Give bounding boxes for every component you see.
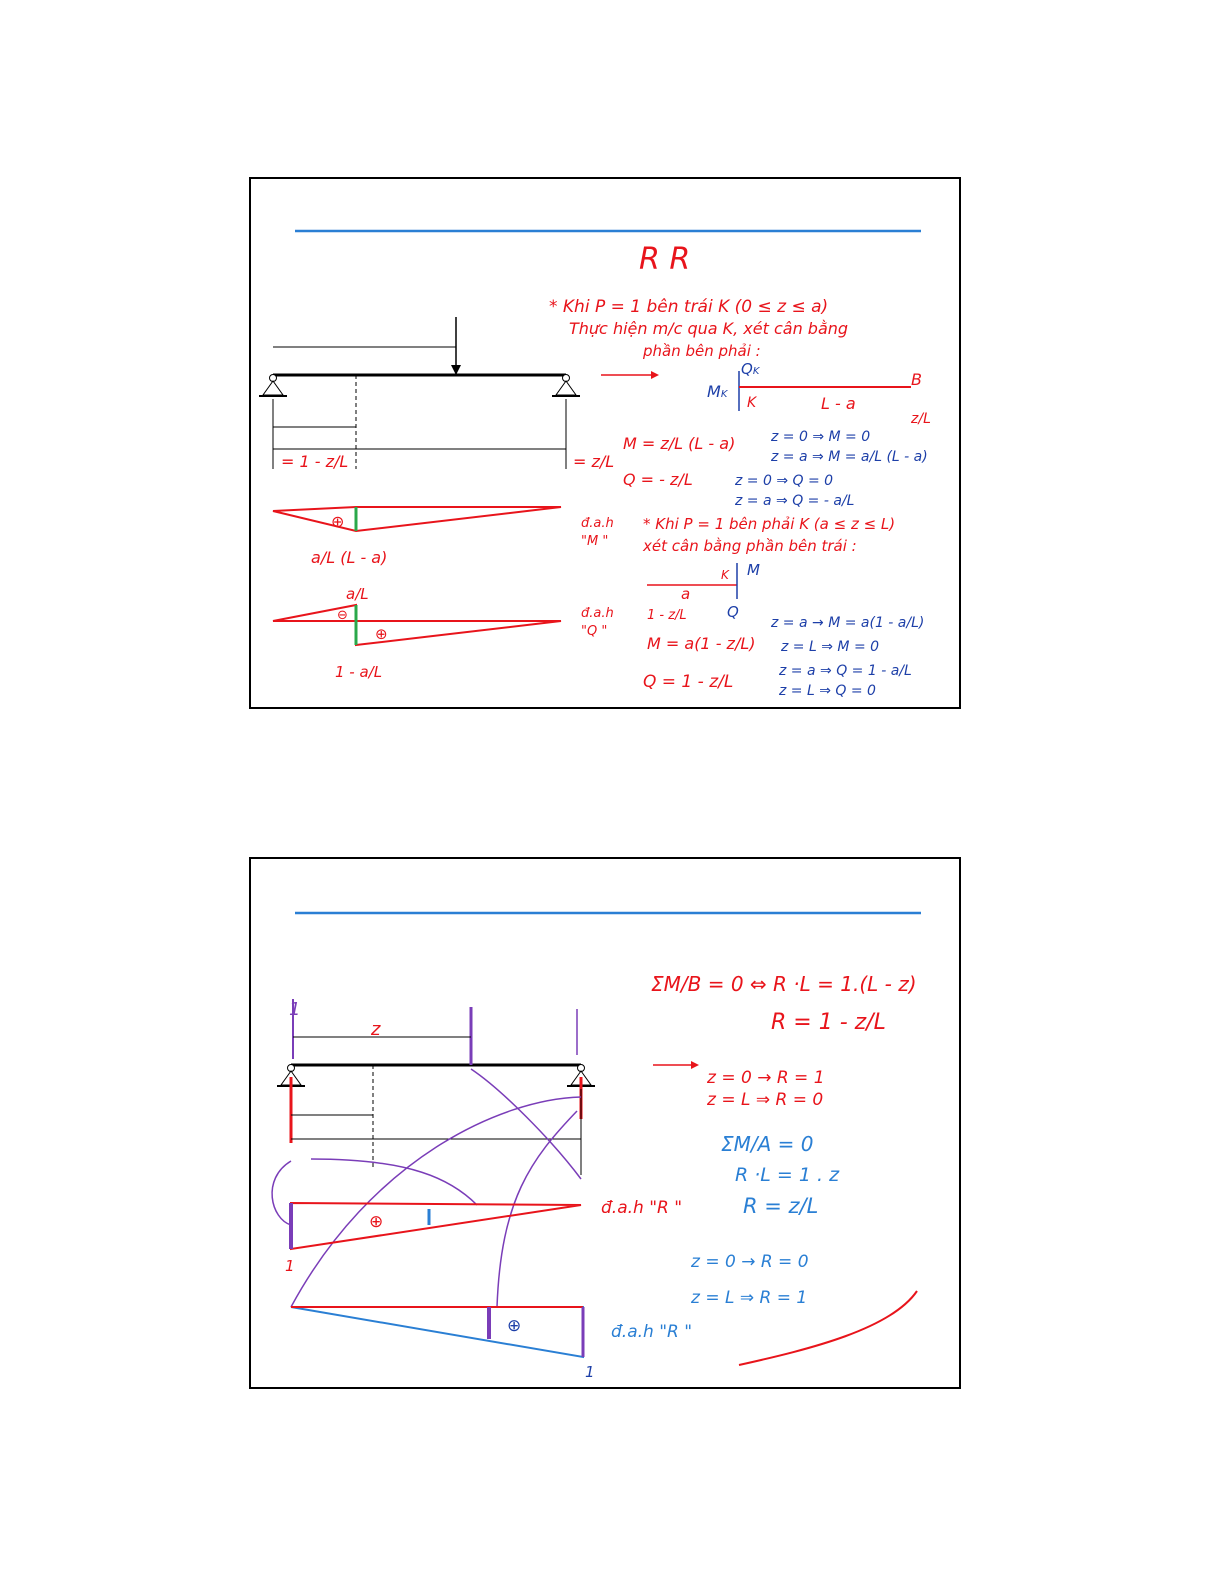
support-a: [263, 381, 283, 395]
arrow-to-fbd-head: [651, 371, 659, 379]
mk2-case-1: z = a → M = a(1 - a/L): [771, 615, 925, 631]
slide-influence-lines-reactions: [249, 857, 961, 1389]
fbd-left-reaction: 1 - z/L: [647, 608, 687, 623]
fbd-reaction: z/L: [911, 411, 931, 427]
mk2-equation: M = a(1 - z/L): [647, 634, 756, 653]
case-right-line-2: xét cân bằng phần bên trái :: [643, 537, 857, 555]
right-reaction-value: = z/L: [573, 452, 615, 471]
qk2-case-2: z = L ⇒ Q = 0: [779, 683, 876, 699]
equations-rb: [690, 1132, 917, 1365]
mk-case-2: z = a ⇒ M = a/L (L - a): [771, 449, 928, 465]
mk-equation: M = z/L (L - a): [623, 434, 736, 453]
beam-diagram: [259, 317, 614, 471]
equations-case-right: [643, 615, 924, 699]
influence-line-mk: [273, 507, 614, 567]
rb-diagram-label: đ.a.h "R ": [611, 1322, 693, 1342]
left-reaction-value: = 1 - z/L: [281, 452, 349, 471]
z-label: z: [371, 1019, 381, 1040]
curve-1: [272, 1161, 291, 1225]
fbd-left-mk: M: [747, 561, 760, 579]
qk-plus-sign: ⊕: [375, 625, 388, 643]
fbd-length: L - a: [821, 394, 856, 413]
ra-one: 1: [285, 1257, 295, 1275]
annotation-curves: [272, 1069, 581, 1307]
fbd-left-k: K: [721, 568, 729, 582]
qk-case-2: z = a ⇒ Q = - a/L: [735, 493, 855, 509]
reactions-label: R R: [639, 242, 691, 277]
ra-diagram-outline: [291, 1203, 581, 1249]
fbd-mk: MK: [707, 382, 728, 401]
influence-line-ra: [285, 1198, 682, 1275]
qk2-equation: Q = 1 - z/L: [643, 672, 734, 692]
rb-plus-sign: ⊕: [507, 1316, 522, 1336]
rb-diagram-outline: [291, 1307, 583, 1357]
influence-line-qk: [273, 585, 614, 681]
mk-diagram-label-1: đ.a.h: [581, 516, 614, 531]
mk-plus-sign: ⊕: [331, 512, 345, 531]
qk-equation: Q = - z/L: [623, 470, 693, 489]
case-right-line-1: * Khi P = 1 bên phải K (a ≤ z ≤ L): [643, 515, 896, 533]
qk-top-value: a/L: [346, 585, 369, 603]
qk-diagram-value: 1 - a/L: [335, 663, 383, 681]
mk-diagram-outline: [273, 507, 561, 531]
fbd-left-qk: Q: [727, 603, 739, 621]
fbd-b-label: B: [911, 370, 922, 389]
rb-case-2: z = L ⇒ R = 1: [691, 1288, 808, 1308]
mk-case-1: z = 0 ⇒ M = 0: [771, 429, 871, 445]
qk-diagram-label-1: đ.a.h: [581, 606, 614, 621]
curve-4: [497, 1111, 577, 1307]
mk-diagram-value: a/L (L - a): [311, 548, 388, 567]
fbd-qk: QK: [741, 360, 760, 378]
rb-case-1: z = 0 → R = 0: [691, 1252, 809, 1272]
ra-case-1: z = 0 → R = 1: [707, 1068, 825, 1088]
case-left-line-3: phần bên phải :: [643, 342, 761, 360]
case-left-line-1: * Khi P = 1 bên trái K (0 ≤ z ≤ a): [549, 297, 829, 317]
qk-diagram-label-2: "Q ": [581, 624, 608, 639]
qk-case-1: z = 0 ⇒ Q = 0: [735, 473, 834, 489]
beam-diagram: [277, 999, 699, 1175]
arrow-to-equations-head: [691, 1061, 699, 1069]
sum-ma: ΣM/A = 0: [721, 1132, 814, 1156]
curve-2: [311, 1159, 477, 1205]
mk-diagram-label-2: "M ": [581, 534, 609, 549]
rb-one: 1: [585, 1363, 595, 1381]
fbd-right-part: [707, 360, 931, 427]
case-left-notes: [549, 297, 848, 379]
rb-equation: R = z/L: [743, 1194, 819, 1218]
slide2-canvas: [251, 859, 963, 1391]
load-one-label: 1: [289, 999, 301, 1020]
slide-influence-lines-section-k: [249, 177, 961, 709]
qk2-case-1: z = a ⇒ Q = 1 - a/L: [779, 663, 912, 679]
ra-diagram-label: đ.a.h "R ": [601, 1198, 683, 1218]
equations-case-left: [623, 429, 928, 509]
mk2-case-2: z = L ⇒ M = 0: [781, 639, 880, 655]
sum-mb: ΣM/B = 0 ⇔ R ·L = 1.(L - z): [651, 972, 917, 996]
influence-line-rb: [291, 1307, 692, 1381]
fbd-k-label: K: [747, 395, 757, 411]
case-left-line-2: Thực hiện m/c qua K, xét cân bằng: [569, 319, 849, 338]
slide1-canvas: [251, 179, 963, 711]
support-b: [556, 381, 576, 395]
rb-moment: R ·L = 1 . z: [735, 1164, 840, 1186]
fbd-left-a: a: [681, 585, 691, 603]
case-right-notes: [642, 515, 895, 555]
ra-equation: R = 1 - z/L: [771, 1010, 886, 1035]
ra-plus-sign: ⊕: [369, 1212, 384, 1232]
equations-ra: [651, 972, 917, 1110]
qk-minus-sign: ⊖: [337, 608, 348, 623]
ra-case-2: z = L ⇒ R = 0: [707, 1090, 824, 1110]
fbd-left-part: [647, 561, 760, 623]
